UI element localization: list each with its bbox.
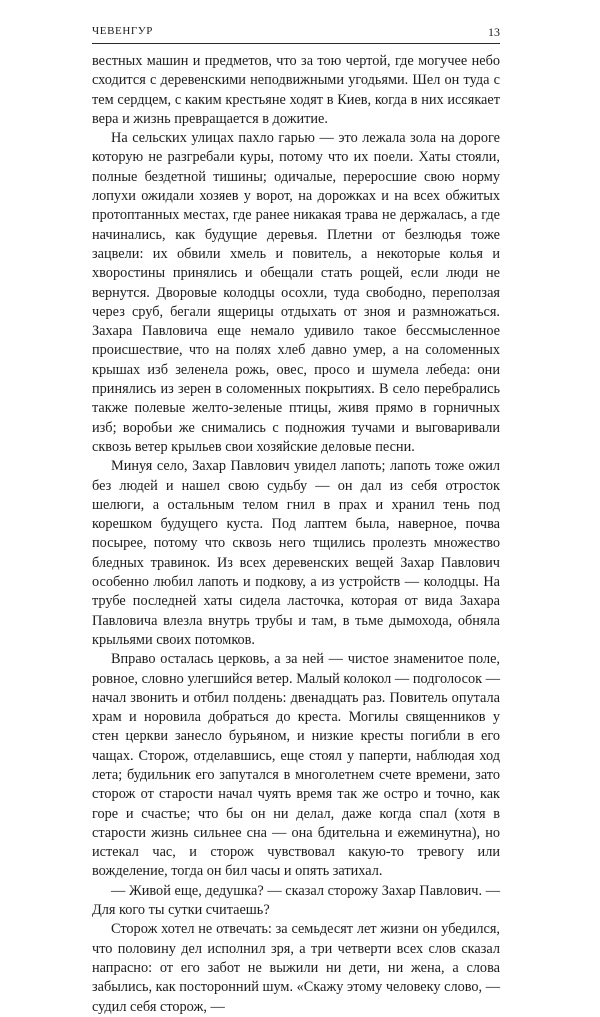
paragraph: Минуя село, Захар Павлович увидел лапоть; лапоть тоже ожил без людей и нашел свою судьбу — он дал из себя отросток шелюги, а остальным телом гнил в прах и хранил тень под корешком будущего куста. Под лаптем была, наверное, почва посырее, потому что сквозь него тщились пролезть множество бледных травинок. Из всех деревенских вещей Захар Павлович особенно любил лапоть и подкову, а из устройств — колодцы. На трубе последней хаты сидела ласточка, которая от вида Захара Павловича влезла внутрь трубы и там, в тьме дымохода, обняла крыльями своих потомков. bbox=[92, 458, 500, 648]
paragraph-continuation: вестных машин и предметов, что за тою чертой, где могучее небо сходится с деревенскими неподвижными угодьями. Шел он туда с тем сердцем, с каким крестьяне ходят в Киев, когда в них иссякает вера и жизнь превращается в дожитие. bbox=[92, 53, 500, 127]
dialogue-paragraph: — Живой еще, дедушка? — сказал сторожу Захар Павлович. — Для кого ты сутки считаешь? bbox=[92, 882, 500, 919]
paragraph: Сторож хотел не отвечать: за семьдесят лет жизни он убедился, что половину дел исполнил зря, а три четверти всех слов сказал напрасно: от его забот не выжили ни дети, ни жена, а слова забылись, как посторонний шум. «Скажу этому человеку слово, — судил себя сторож, — bbox=[92, 921, 500, 1015]
running-head bbox=[92, 23, 500, 44]
paragraph: На сельских улицах пахло гарью — это лежала зола на дороге которую не разгребали куры, потому что их поели. Хаты стояли, полные бездетной тишины; одичалые, переросшие свою норму лопухи ожидали хозяев у ворот, на дорожках и на всех обжитых протоптанных местах, где ранее никакая трава не держалась, а где начинались, как будущие деревья. Плетни от безлюдья тоже зацвели: их обвили хмель и повитель, а некоторые колья и хворостины принялись и обещали стать рощей, если люди не вернутся. Дворовые колодцы осохли, туда свободно, переползая через сруб, бегали ящерицы отдыхать от зноя и размножаться. Захара Павловича еще немало удивило такое бессмысленное происшествие, что на полях хлеб давно умер, а на соломенных крышах изб зеленела рожь, овес, просо и шумела лебеда: они принялись из зерен в соломенных покрытиях. В село перебрались также полевые желто-зеленые птицы, живя прямо в горничных изб; воробьи же снимались с подножия тучами и выговаривали сквозь ветер крыльев свои хозяйские деловые песни. bbox=[92, 130, 500, 455]
page-number: 13 bbox=[488, 25, 500, 39]
running-title: ЧЕВЕНГУР bbox=[92, 25, 153, 37]
paragraph: Вправо осталась церковь, а за ней — чистое знаменитое поле, ровное, словно улегшийся ветер. Малый колокол — подголосок — начал звонить и отбил полдень: двенадцать раз. Повитель опутала храм и норовила добраться до креста. Могилы священников у стен церкви занесло бурьяном, и низкие кресты погибли в его чащах. Сторож, отделавшись, еще стоял у паперти, наблюдая ход лета; будильник его запутался в многолетнем счете времени, зато сторож от старости начал чуять время так же остро и точно, как горе и счастье; что бы он ни делал, даже когда спал (хотя в старости жизнь сильнее сна — она бдительна и ежеминутна), но истекал час, и сторож чувствовал какую-то тревогу или вожделение, тогда он бил часы и опять затихал. bbox=[92, 651, 500, 880]
body-text bbox=[92, 52, 500, 1017]
